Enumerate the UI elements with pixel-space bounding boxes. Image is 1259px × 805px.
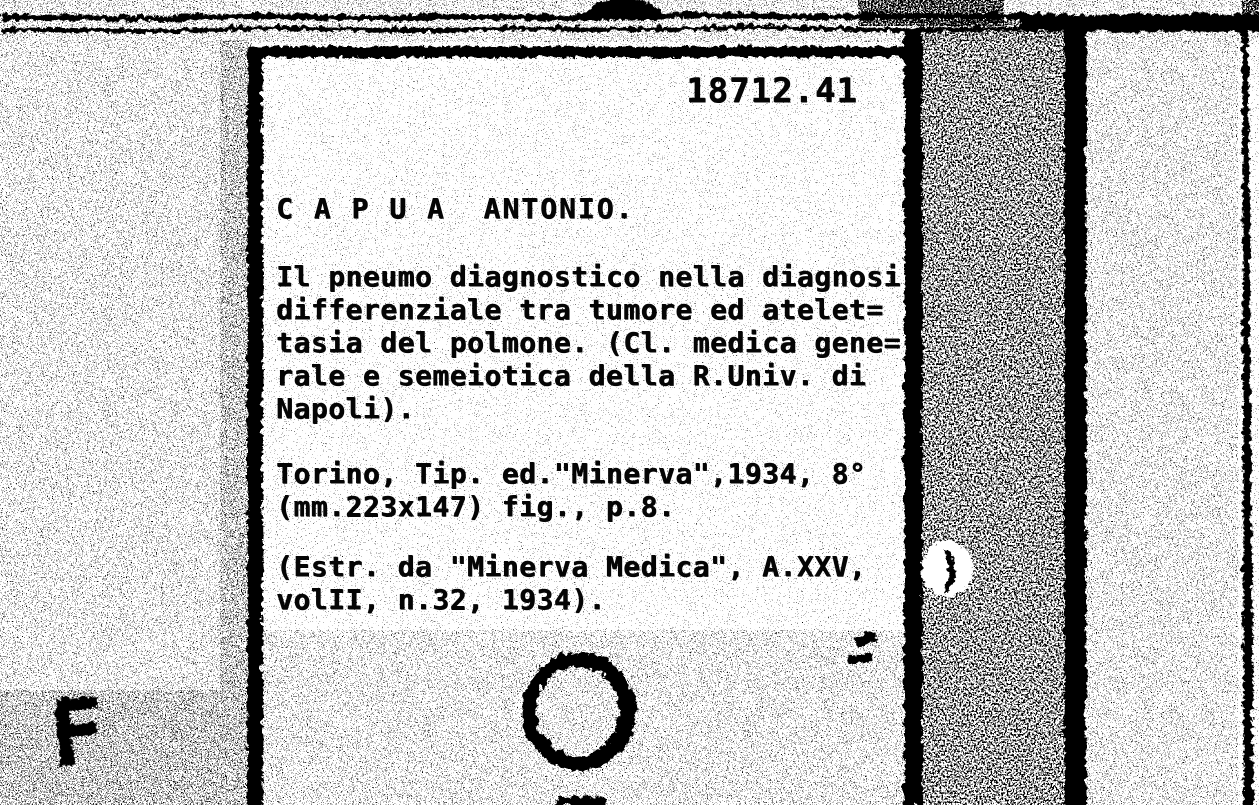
far-right-noise [1086, 24, 1238, 805]
author-line: C A P U A ANTONIO. [276, 192, 635, 225]
left-margin-noise [0, 0, 248, 805]
bottom-left-noise [0, 690, 250, 805]
letter-f-stamp: F [44, 677, 108, 787]
band-right-border [1063, 20, 1085, 805]
card-right-border [903, 28, 921, 805]
circle-stamp-bottom-dash [556, 796, 604, 805]
card-left-border [246, 45, 261, 805]
imprint-line: (mm.223x147) fig., p.8. [276, 490, 676, 523]
title-line: differenziale tra tumore ed atelet= [276, 293, 884, 326]
extract-line: (Estr. da "Minerva Medica", A.XXV, [276, 550, 867, 583]
imprint-line: Torino, Tip. ed."Minerva",1934, 8° [276, 457, 867, 490]
title-line: rale e semeiotica della R.Univ. di [276, 359, 867, 392]
top-scan-line-merge [1020, 16, 1259, 29]
card-top-border [249, 45, 903, 56]
catalog-number: 18712.41 [686, 71, 858, 111]
extract-line: volII, n.32, 1934). [276, 583, 606, 616]
title-line: Il pneumo diagnostico nella diagnosi [276, 260, 901, 293]
title-line: tasia del polmone. (Cl. medica gene= [276, 326, 901, 359]
title-line: Napoli). [276, 392, 415, 425]
right-band-noise [918, 20, 1068, 805]
band-parenthesis-mark: ) [934, 541, 963, 597]
